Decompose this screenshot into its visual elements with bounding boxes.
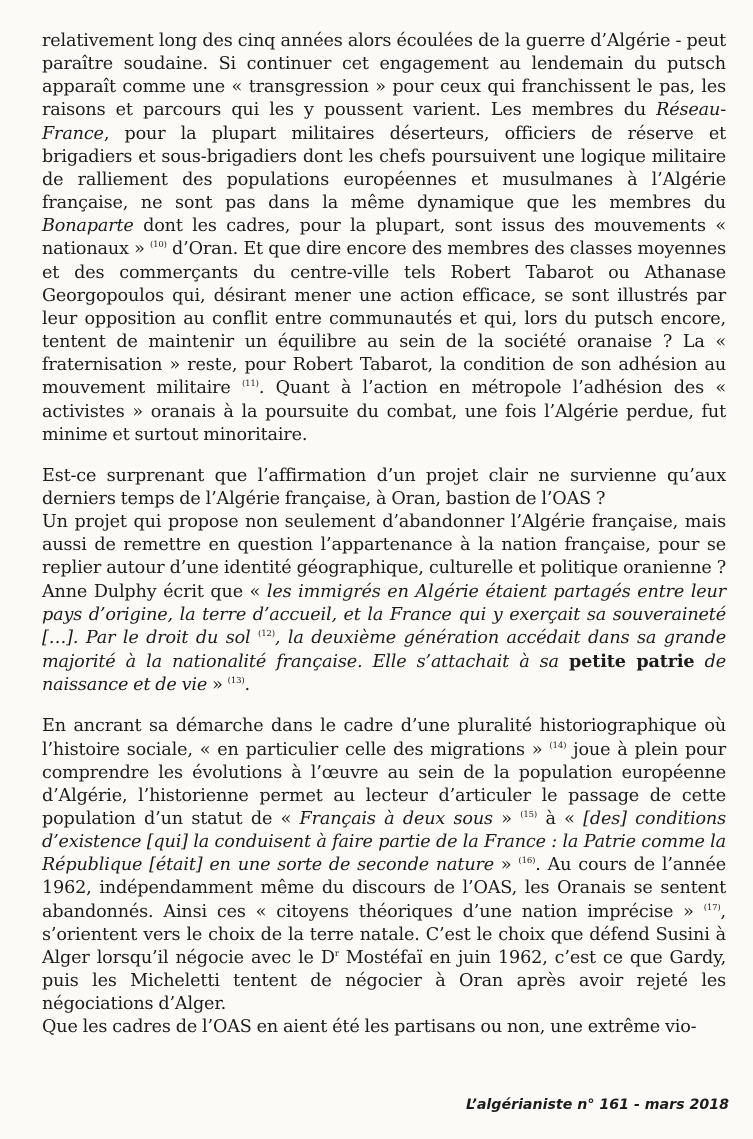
text-run: .: [244, 675, 250, 696]
text-run: , pour la plupart militaires déserteurs, officiers de réserve et brigadiers et sous-brigadiers dont les chefs poursuivent une logique militaire de ralliement des populations européennes et musulmanes à l’Algérie française, ne sont pas dans la même dynamique que les membres du: [42, 123, 726, 214]
text-run: . Au cours de l’année 1962, indépendamment même du discours de l’OAS, les Oranais se sentent abandonnés. Ainsi ces « citoyens théoriques d’une nation imprécise »: [42, 855, 726, 922]
paragraph-3: [42, 511, 726, 697]
text-run: »: [207, 675, 228, 696]
text-run: En ancrant sa démarche dans le cadre d’une pluralité historiographique où l’histoire sociale, « en particulier celle des migrations »: [42, 716, 726, 760]
quotation: , la deuxième génération accédait dans sa grande majorité à la nationalité française. Elle s’attachait à sa: [42, 627, 726, 673]
text-run: à «: [537, 809, 584, 829]
article-body: [42, 30, 726, 1040]
italic-title: Bonaparte: [42, 216, 134, 237]
quotation: Français à deux sous: [299, 809, 493, 829]
footnote-ref: (14): [549, 740, 567, 751]
text-run: relativement long des cinq années alors écoulées de la guerre d’Algérie - peut paraître soudaine. Si continuer cet engagement au lendemain du putsch apparaît comme une « transgression » pour ceux qui franchissent le pas, les raisons et parcours qui les y poussent varient. Les membres du: [42, 31, 726, 121]
quotation: les immigrés en Algérie étaient partagés entre leur pays d’origine, la terre d’accueil, et la France qui y exerçait sa souveraineté […]. Par le droit du sol: [42, 581, 727, 648]
text-run: Mostéfaï en juin 1962, c’est ce que Gardy, puis les Micheletti tentent de négocier à Oran après avoir rejeté les négociations d’Alger.: [42, 947, 727, 1015]
text-run: Un projet qui propose non seulement d’abandonner l’Algérie française, mais aussi de remettre en question l’appartenance à la nation française, pour se replier autour d’une identité géographique, culturelle et politique oranienne ? Anne Dulphy écrit que «: [42, 512, 726, 602]
quotation: de naissance et de vie: [42, 652, 726, 696]
bold-phrase: petite patrie: [569, 651, 695, 673]
footnote-ref: (10): [149, 240, 167, 251]
paragraph-2: Est-ce surprenant que l’affirmation d’un projet clair ne survienne qu’aux derniers temps de l’Algérie française, à Oran, bastion de l’OAS ?: [42, 465, 726, 509]
text-run: joue à plein pour comprendre les évolutions à l’œuvre au sein de la population européenne d’Algérie, l’historienne permet au lecteur d’articuler le passage de cette population d’un statut de «: [42, 739, 726, 829]
text-run: , s’orientent vers le choix de la terre natale. C’est le choix que défend Susini à Alger lorsqu’il négocie avec le D: [42, 901, 726, 968]
footnote-ref: (17): [703, 902, 721, 913]
text-run: . Quant à l’action en métropole l’adhésion des « activistes » oranais à la poursuite du combat, une fois l’Algérie perdue, fut minime et surtout minoritaire.: [42, 378, 726, 445]
text-run: »: [492, 809, 521, 829]
abbreviation-superscript: r: [334, 948, 339, 959]
footnote-ref: (16): [518, 856, 536, 867]
text-run: dont les cadres, pour la plupart, sont issus des mouvements « nationaux »: [42, 216, 726, 260]
text-run: »: [494, 855, 519, 876]
paragraph-4: [42, 715, 726, 1016]
quotation: [des] conditions d’existence [qui] la conduisent à faire partie de la France : la Patrie comme la République [était] en une sorte de seconde nature: [42, 809, 726, 876]
paragraph-1: [42, 30, 726, 447]
footnote-ref: (12): [258, 628, 275, 639]
text-run: d’Oran. Et que dire encore des membres des classes moyennes et des commerçants du centre-ville tels Robert Tabarot ou Athanase Georgopoulos qui, désirant mener une action efficace, se sont illustrés par leur opposition au conflit entre communautés et qui, lors du putsch encore, tentent de maintenir un équilibre au sein de la société oranaise ? La « fraternisation » reste, pour Robert Tabarot, la condition de son adhésion au mouvement militaire: [42, 239, 726, 399]
paragraph-5: Que les cadres de l’OAS en aient été les partisans ou non, une extrême vio-: [42, 1017, 697, 1038]
footnote-ref: (11): [242, 379, 259, 390]
footnote-ref: (15): [520, 810, 538, 820]
page-footer: L’algérianiste n° 161 - mars 2018: [465, 1097, 729, 1113]
footnote-ref: (13): [227, 676, 245, 687]
italic-title: Réseau-France: [42, 100, 726, 144]
